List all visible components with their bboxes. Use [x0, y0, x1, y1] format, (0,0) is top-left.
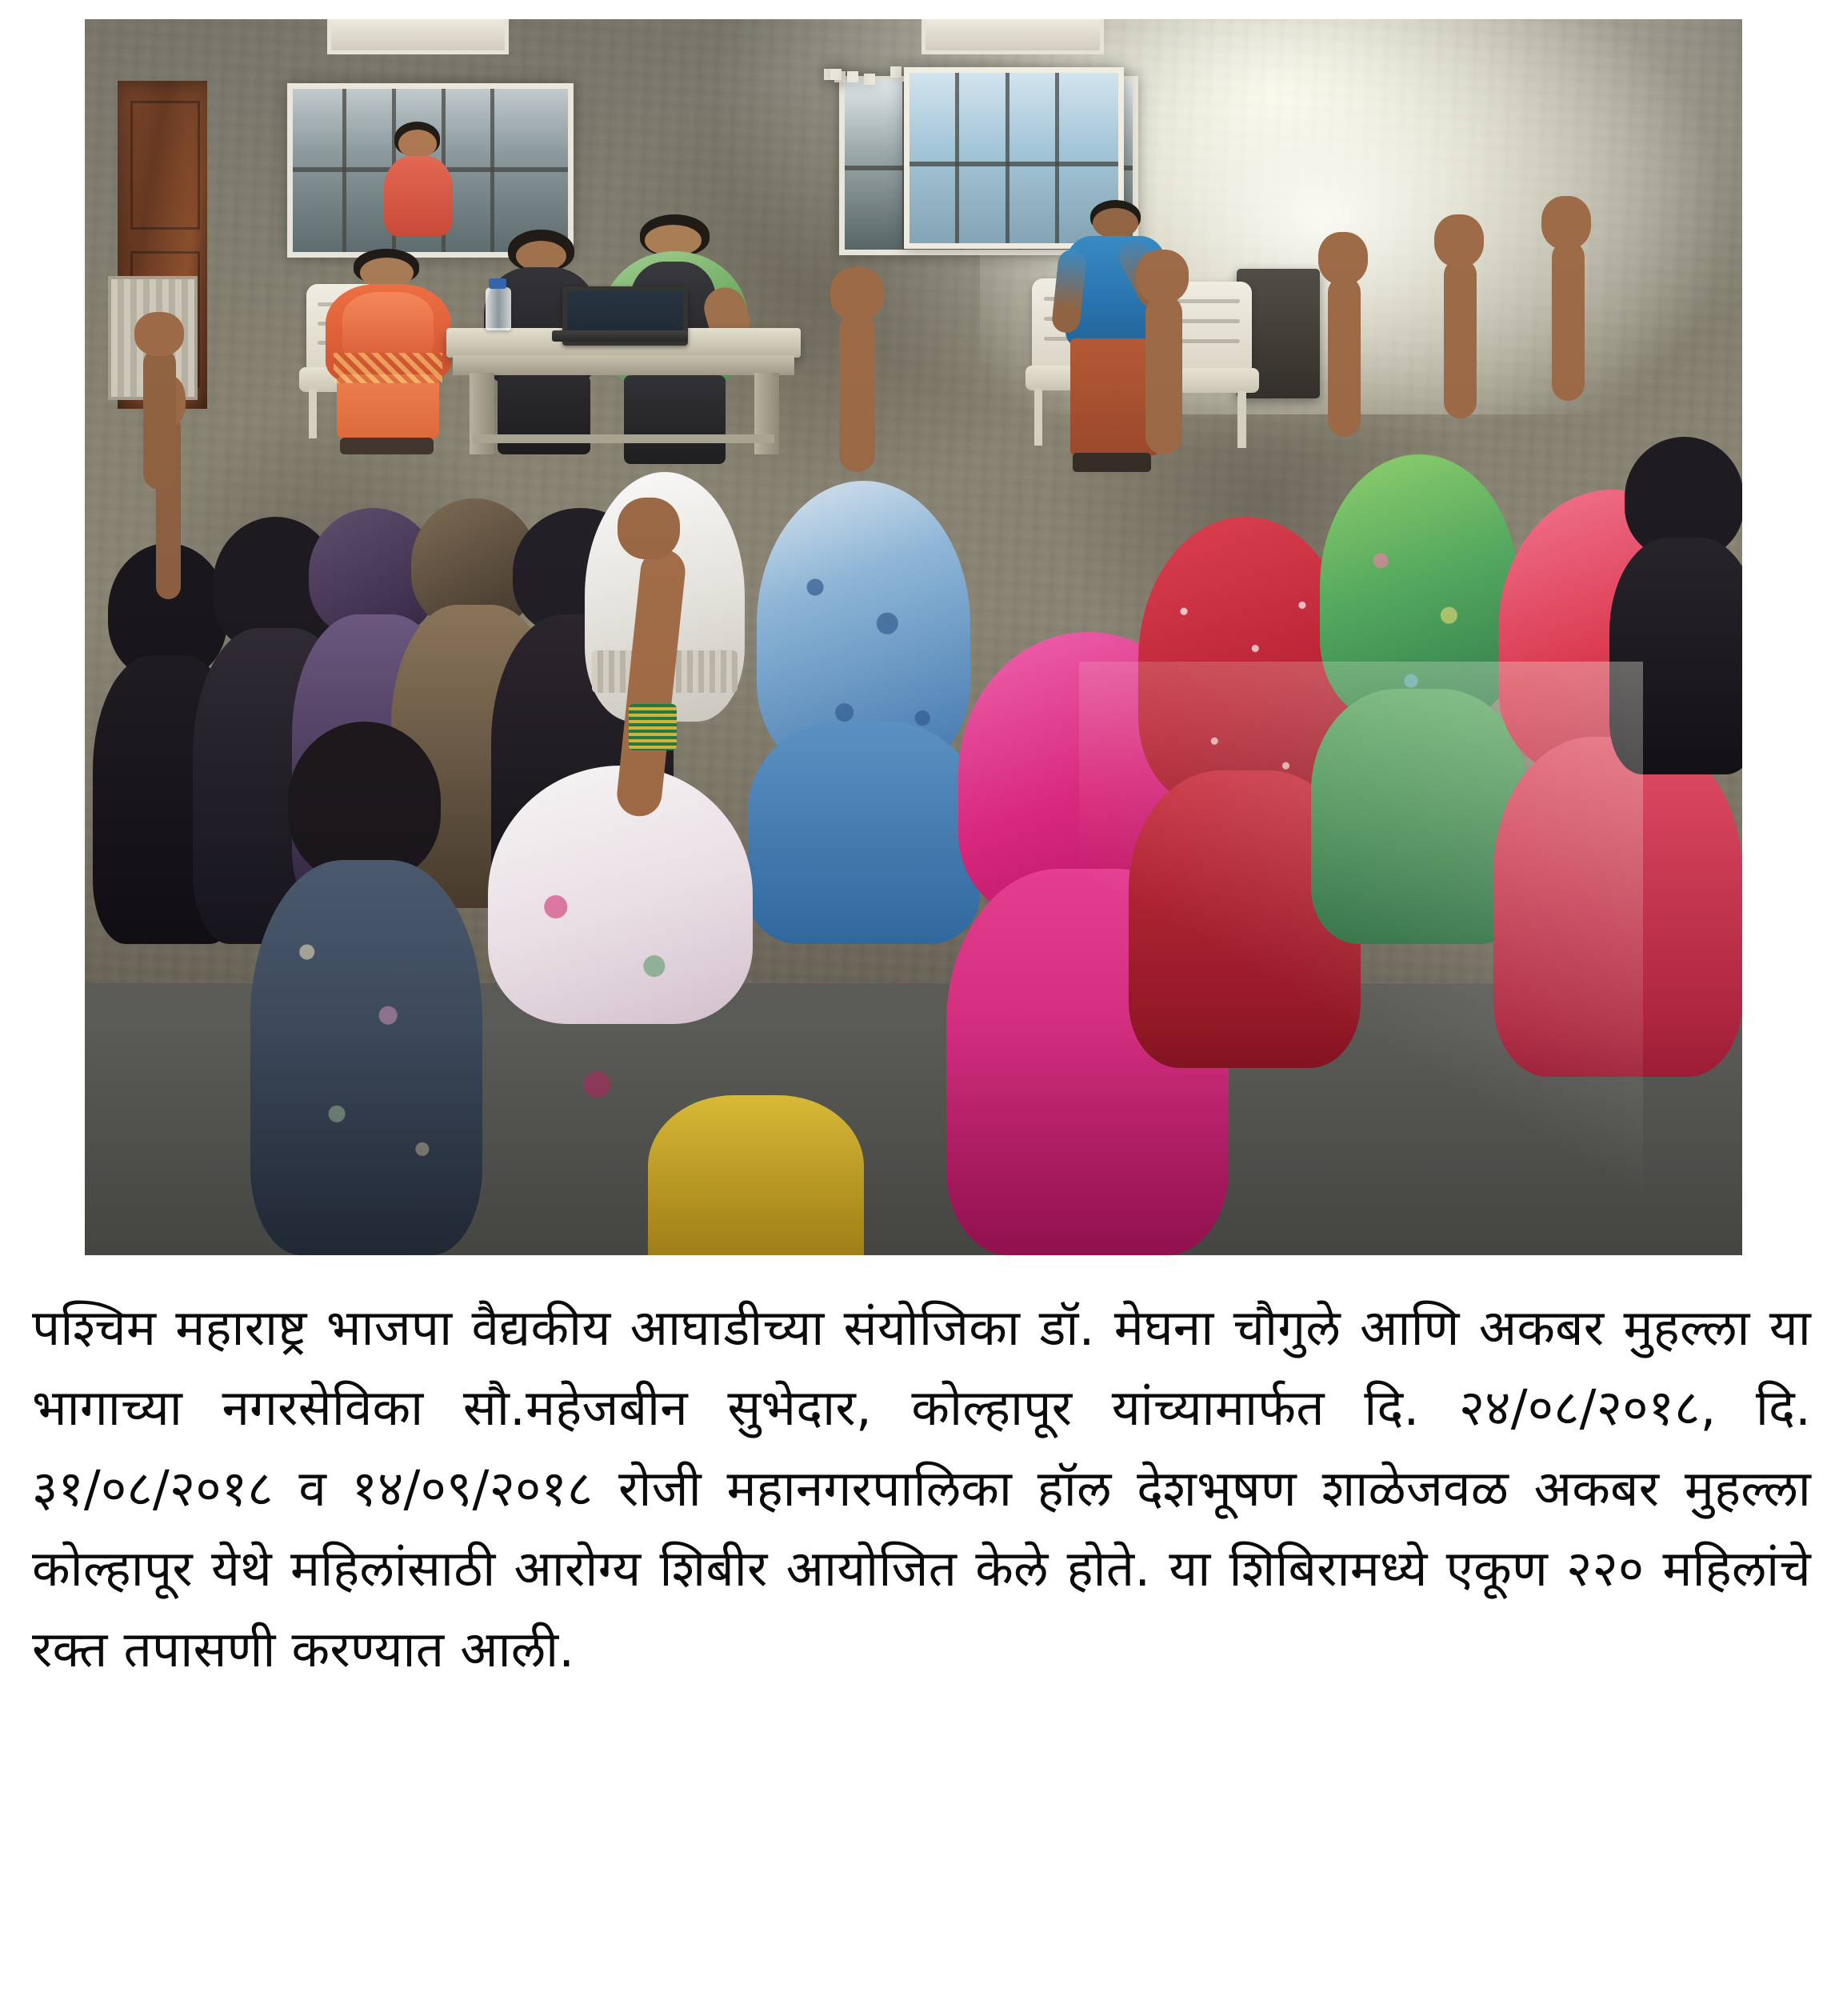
far-right-body — [1609, 538, 1742, 774]
child-torso — [384, 156, 453, 237]
raised-hand-6 — [1552, 241, 1585, 401]
window-rear-right — [830, 69, 842, 80]
upper-window-left — [327, 19, 510, 54]
window-right-main — [847, 71, 858, 82]
raised-hand-4-palm — [1318, 232, 1368, 286]
child-head — [398, 130, 437, 158]
audience-person-far-right-dark — [1609, 437, 1742, 775]
floral-white-hand — [618, 498, 679, 559]
upper-window-right — [922, 19, 1104, 54]
raised-hand-5-palm — [1434, 214, 1484, 268]
window-rightmost-bar-2 — [1005, 73, 1009, 243]
laptop-base — [552, 330, 688, 342]
raised-hand-2-palm — [830, 267, 883, 321]
raised-hand-3 — [1145, 294, 1182, 454]
crowd-shadow — [85, 1024, 1742, 1255]
standing-man-head — [1093, 208, 1138, 238]
audience-person-blue-pattern — [748, 481, 980, 943]
window-rightmost-rail — [910, 162, 1118, 166]
blue-pattern-body — [748, 722, 980, 944]
panel-orange-dupatta — [342, 292, 434, 357]
raised-hand-1-palm — [134, 312, 184, 357]
window-rightmost-bar-1 — [955, 73, 959, 243]
audience-crowd — [85, 366, 1742, 1255]
door-panel-top — [130, 101, 200, 230]
raised-hand-3-palm — [1136, 250, 1189, 303]
water-bottle-cap — [489, 278, 507, 288]
caption-text: पश्चिम महाराष्ट्र भाजपा वैद्यकीय आघाडीच्या संयोजिका डॉ. मेघना चौगुले आणि अकबर मुहल्ला या भागाच्या नगरसेविका सौ.महेजबीन सुभेदार, कोल्हापूर यांच्यामार्फत दि. २४/०८/२०१८, दि. ३१/०८/२०१८ व १४/०९/२०१८ रोजी महानगरपालिका हॉल देशभूषण शाळेजवळ अकबर मुहल्ला कोल्हापूर येथे महिलांसाठी आरोग्य शिबीर आयोजित केले होते. या शिबिरामध्ये एकूण २२० महिलांचे रक्त तपासणी करण्यात आली. — [32, 1298, 1811, 1678]
photo-caption — [32, 1288, 1811, 1690]
raised-hand-6-palm — [1541, 196, 1591, 250]
raised-hand-4 — [1328, 276, 1361, 436]
photo-content — [85, 19, 1742, 1255]
child-in-window — [375, 122, 463, 252]
girl-floral-hair — [288, 722, 441, 882]
raised-hand-2 — [839, 312, 876, 472]
water-bottle — [486, 287, 510, 330]
health-camp-photo — [85, 19, 1742, 1255]
raised-hand-5 — [1444, 258, 1477, 418]
window-right-outer — [864, 74, 875, 85]
window-bright-right — [890, 66, 902, 78]
floral-white-bangles — [629, 704, 677, 750]
raised-hand-1 — [143, 347, 176, 490]
